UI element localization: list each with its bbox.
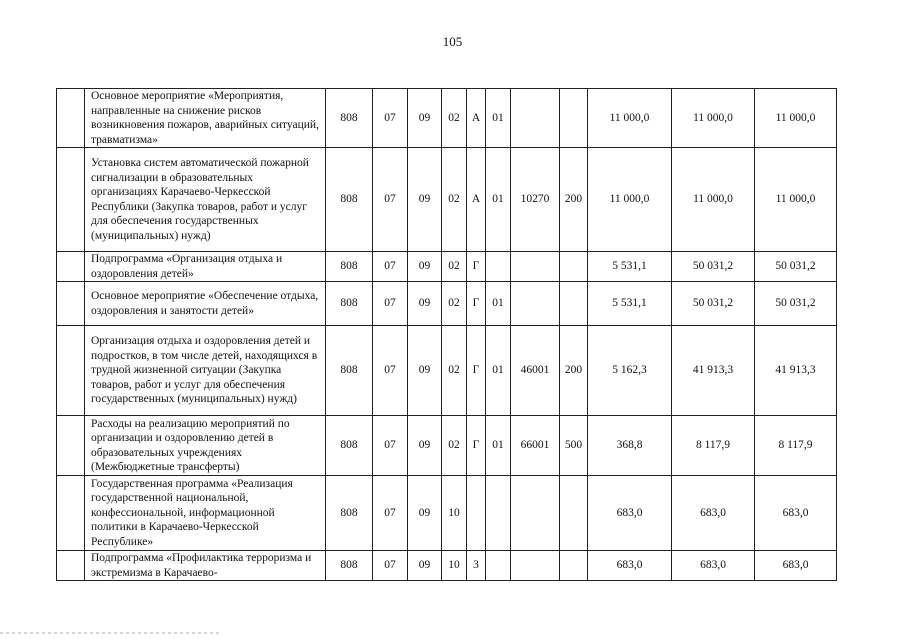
direction-code-cell: 66001: [511, 416, 560, 476]
subsection-code-cell: 09: [408, 326, 442, 416]
amount-1-cell: 683,0: [588, 551, 672, 581]
subprogram-code-cell: Г: [467, 282, 486, 326]
ministry-code-cell: 808: [326, 416, 373, 476]
row-number-cell: [57, 252, 85, 282]
event-code-cell: 01: [486, 148, 511, 252]
direction-code-cell: [511, 476, 560, 551]
item-name-cell: Подпрограмма «Профилактика терроризма и экстремизма в Карачаево-: [85, 551, 326, 581]
event-code-cell: [486, 476, 511, 551]
subsection-code-cell: 09: [408, 252, 442, 282]
amount-3-cell: 683,0: [755, 551, 837, 581]
program-code-cell: 02: [442, 326, 467, 416]
amount-2-cell: 8 117,9: [672, 416, 755, 476]
item-name-cell: Расходы на реализацию мероприятий по организации и оздоровлению детей в образовательных учреждениях (Межбюджетные трансферты): [85, 416, 326, 476]
ministry-code-cell: 808: [326, 282, 373, 326]
program-code-cell: 10: [442, 476, 467, 551]
amount-3-cell: 50 031,2: [755, 282, 837, 326]
table-row: [57, 148, 837, 252]
expense-type-cell: [560, 89, 588, 148]
amount-2-cell: 11 000,0: [672, 148, 755, 252]
amount-3-cell: 11 000,0: [755, 148, 837, 252]
ministry-code-cell: 808: [326, 551, 373, 581]
amount-1-cell: 5 162,3: [588, 326, 672, 416]
item-name-cell: Подпрограмма «Организация отдыха и оздоровления детей»: [85, 252, 326, 282]
section-code-cell: 07: [373, 89, 408, 148]
scan-artifact: [0, 632, 220, 634]
amount-1-cell: 5 531,1: [588, 252, 672, 282]
amount-3-cell: 11 000,0: [755, 89, 837, 148]
amount-3-cell: 8 117,9: [755, 416, 837, 476]
program-code-cell: 02: [442, 148, 467, 252]
ministry-code-cell: 808: [326, 326, 373, 416]
subprogram-code-cell: 3: [467, 551, 486, 581]
amount-2-cell: 683,0: [672, 551, 755, 581]
program-code-cell: 02: [442, 89, 467, 148]
table-row: [57, 89, 837, 148]
event-code-cell: 01: [486, 416, 511, 476]
ministry-code-cell: 808: [326, 476, 373, 551]
table-row: [57, 416, 837, 476]
amount-2-cell: 683,0: [672, 476, 755, 551]
table-row: [57, 551, 837, 581]
row-number-cell: [57, 416, 85, 476]
amount-1-cell: 368,8: [588, 416, 672, 476]
item-name-cell: Установка систем автоматической пожарной сигнализации в образовательных организациях Карачаево-Черкесской Республики (Закупка товаров, работ и услуг для обеспечения государственных (муниципальных) нужд): [85, 148, 326, 252]
expense-type-cell: [560, 551, 588, 581]
table-row: [57, 282, 837, 326]
ministry-code-cell: 808: [326, 148, 373, 252]
row-number-cell: [57, 148, 85, 252]
direction-code-cell: [511, 252, 560, 282]
amount-2-cell: 41 913,3: [672, 326, 755, 416]
subprogram-code-cell: А: [467, 148, 486, 252]
amount-2-cell: 50 031,2: [672, 252, 755, 282]
expense-type-cell: 200: [560, 326, 588, 416]
amount-1-cell: 11 000,0: [588, 148, 672, 252]
page-number: 105: [442, 34, 463, 49]
section-code-cell: 07: [373, 326, 408, 416]
program-code-cell: 10: [442, 551, 467, 581]
direction-code-cell: [511, 89, 560, 148]
subsection-code-cell: 09: [408, 148, 442, 252]
subprogram-code-cell: Г: [467, 326, 486, 416]
expense-type-cell: [560, 282, 588, 326]
section-code-cell: 07: [373, 252, 408, 282]
section-code-cell: 07: [373, 551, 408, 581]
row-number-cell: [57, 282, 85, 326]
section-code-cell: 07: [373, 282, 408, 326]
row-number-cell: [57, 551, 85, 581]
amount-3-cell: 50 031,2: [755, 252, 837, 282]
direction-code-cell: [511, 551, 560, 581]
event-code-cell: [486, 252, 511, 282]
row-number-cell: [57, 89, 85, 148]
subsection-code-cell: 09: [408, 551, 442, 581]
subsection-code-cell: 09: [408, 89, 442, 148]
direction-code-cell: 10270: [511, 148, 560, 252]
event-code-cell: [486, 551, 511, 581]
program-code-cell: 02: [442, 252, 467, 282]
expense-type-cell: 200: [560, 148, 588, 252]
program-code-cell: 02: [442, 282, 467, 326]
section-code-cell: 07: [373, 148, 408, 252]
amount-1-cell: 5 531,1: [588, 282, 672, 326]
subsection-code-cell: 09: [408, 282, 442, 326]
expense-type-cell: 500: [560, 416, 588, 476]
amount-2-cell: 11 000,0: [672, 89, 755, 148]
table-row: [57, 476, 837, 551]
event-code-cell: 01: [486, 326, 511, 416]
table-row: [57, 326, 837, 416]
direction-code-cell: 46001: [511, 326, 560, 416]
item-name-cell: Государственная программа «Реализация государственной национальной, конфессиональной, информационной политики в Карачаево-Черкесской Республике»: [85, 476, 326, 551]
subprogram-code-cell: А: [467, 89, 486, 148]
row-number-cell: [57, 326, 85, 416]
amount-1-cell: 683,0: [588, 476, 672, 551]
subprogram-code-cell: [467, 476, 486, 551]
expense-type-cell: [560, 476, 588, 551]
direction-code-cell: [511, 282, 560, 326]
item-name-cell: Основное мероприятие «Обеспечение отдыха, оздоровления и занятости детей»: [85, 282, 326, 326]
event-code-cell: 01: [486, 282, 511, 326]
event-code-cell: 01: [486, 89, 511, 148]
row-number-cell: [57, 476, 85, 551]
subsection-code-cell: 09: [408, 416, 442, 476]
budget-table: [56, 88, 837, 581]
ministry-code-cell: 808: [326, 252, 373, 282]
subprogram-code-cell: Г: [467, 252, 486, 282]
amount-1-cell: 11 000,0: [588, 89, 672, 148]
item-name-cell: Организация отдыха и оздоровления детей и подростков, в том числе детей, находящихся в трудной жизненной ситуации (Закупка товаров, работ и услуг для обеспечения государственных (муниципальных) нужд): [85, 326, 326, 416]
amount-3-cell: 683,0: [755, 476, 837, 551]
section-code-cell: 07: [373, 476, 408, 551]
item-name-cell: Основное мероприятие «Мероприятия, направленные на снижение рисков возникновения пожаров, аварийных ситуаций, травматизма»: [85, 89, 326, 148]
expense-type-cell: [560, 252, 588, 282]
subprogram-code-cell: Г: [467, 416, 486, 476]
program-code-cell: 02: [442, 416, 467, 476]
table-row: [57, 252, 837, 282]
section-code-cell: 07: [373, 416, 408, 476]
subsection-code-cell: 09: [408, 476, 442, 551]
ministry-code-cell: 808: [326, 89, 373, 148]
amount-2-cell: 50 031,2: [672, 282, 755, 326]
amount-3-cell: 41 913,3: [755, 326, 837, 416]
